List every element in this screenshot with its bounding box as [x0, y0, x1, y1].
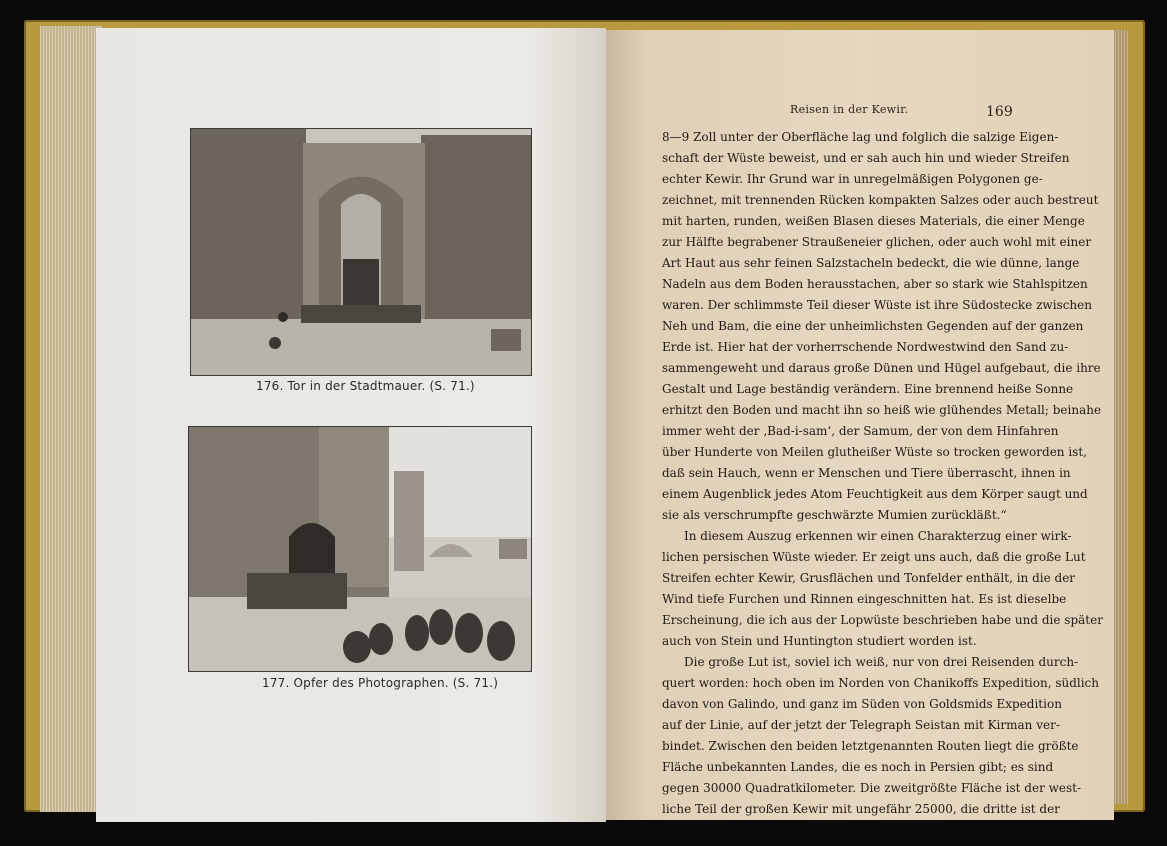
text-line: schaft der Wüste beweist, und er sah auch hin und wieder Streifen [662, 151, 1070, 165]
page-number: 169 [986, 104, 1013, 120]
photo-photographer-victims [188, 426, 532, 672]
page-edges-left [40, 26, 102, 812]
text-line: Streifen echter Kewir, Grusflächen und Tonfelder enthält, in die der [662, 571, 1076, 585]
figure-176-caption: 176. Tor in der Stadtmauer. (S. 71.) [256, 379, 475, 393]
text-line: Erscheinung, die ich aus der Lopwüste beschrieben habe und die später [662, 613, 1103, 627]
text-line: zeichnet, mit trennenden Rücken kompakten Salzes oder auch bestreut [662, 193, 1099, 207]
text-line: sammengeweht und daraus große Dünen und Hügel aufgebaut, die ihre [662, 361, 1101, 375]
text-line: quert worden: hoch oben im Norden von Chanikoffs Expedition, südlich [662, 676, 1100, 690]
text-line: einem Augenblick jedes Atom Feuchtigkeit aus dem Körper saugt und [662, 487, 1088, 501]
text-line: über Hunderte von Meilen glutheißer Wüste so trocken geworden ist, [662, 445, 1087, 459]
page-edges-right [1112, 30, 1128, 804]
text-line: Nadeln aus dem Boden herausstachen, aber so stark wie Stahlspitzen [662, 277, 1088, 291]
text-line: mit harten, runden, weißen Blasen dieses Materials, die einer Menge [662, 214, 1085, 228]
text-line: In diesem Auszug erkennen wir einen Charakterzug einer wirk- [684, 529, 1072, 543]
text-line: erhitzt den Boden und macht ihn so heiß wie glühendes Metall; beinahe [662, 403, 1102, 417]
text-line: Fläche unbekannten Landes, die es noch in Persien gibt; es sind [662, 760, 1054, 774]
running-head: Reisen in der Kewir. [790, 103, 909, 116]
text-line: davon von Galindo, und ganz im Süden von Goldsmids Expedition [662, 697, 1062, 711]
figure-177-caption: 177. Opfer des Photographen. (S. 71.) [262, 676, 499, 690]
text-line: Gestalt und Lage beständig verändern. Eine brennend heiße Sonne [662, 382, 1074, 396]
text-line: auf der Linie, auf der jetzt der Telegraph Seistan mit Kirman ver- [662, 718, 1060, 732]
village-scene-illustration [189, 427, 531, 671]
text-line: auch von Stein und Huntington studiert worden ist. [662, 634, 977, 648]
text-line: Erde ist. Hier hat der vorherrschende Nordwestwind den Sand zu- [662, 340, 1069, 354]
text-line: waren. Der schlimmste Teil dieser Wüste ist ihre Südostecke zwischen [662, 298, 1092, 312]
city-gate-illustration [191, 129, 531, 375]
text-line: Die große Lut ist, soviel ich weiß, nur von drei Reisenden durch- [684, 655, 1079, 669]
text-line: Art Haut aus sehr feinen Salzstacheln bedeckt, die wie dünne, lange [662, 256, 1080, 270]
text-line: lichen persischen Wüste wieder. Er zeigt uns auch, daß die große Lut [662, 550, 1086, 564]
text-line: liche Teil der großen Kewir mit ungefähr 25000, die dritte ist der [662, 802, 1060, 816]
text-line: 8—9 Zoll unter der Oberfläche lag und folglich die salzige Eigen- [662, 130, 1059, 144]
text-line: Wind tiefe Furchen und Rinnen eingeschnitten hat. Es ist dieselbe [662, 592, 1067, 606]
text-line: echter Kewir. Ihr Grund war in unregelmäßigen Polygonen ge- [662, 172, 1043, 186]
photo-city-gate [190, 128, 532, 376]
text-line: Neh und Bam, die eine der unheimlichsten Gegenden auf der ganzen [662, 319, 1084, 333]
text-line: zur Hälfte begrabener Straußeneier glichen, oder auch wohl mit einer [662, 235, 1092, 249]
text-line: gegen 30000 Quadratkilometer. Die zweitgrößte Fläche ist der west- [662, 781, 1082, 795]
text-line: immer weht der ‚Bad-i-sam‘, der Samum, der von dem Hinfahren [662, 424, 1059, 438]
text-line: bindet. Zwischen den beiden letztgenannten Routen liegt die größte [662, 739, 1079, 753]
text-line: sie als verschrumpfte geschwärzte Mumien zurückläßt.“ [662, 508, 1007, 522]
text-line: daß sein Hauch, wenn er Menschen und Tiere überrascht, ihnen in [662, 466, 1071, 480]
